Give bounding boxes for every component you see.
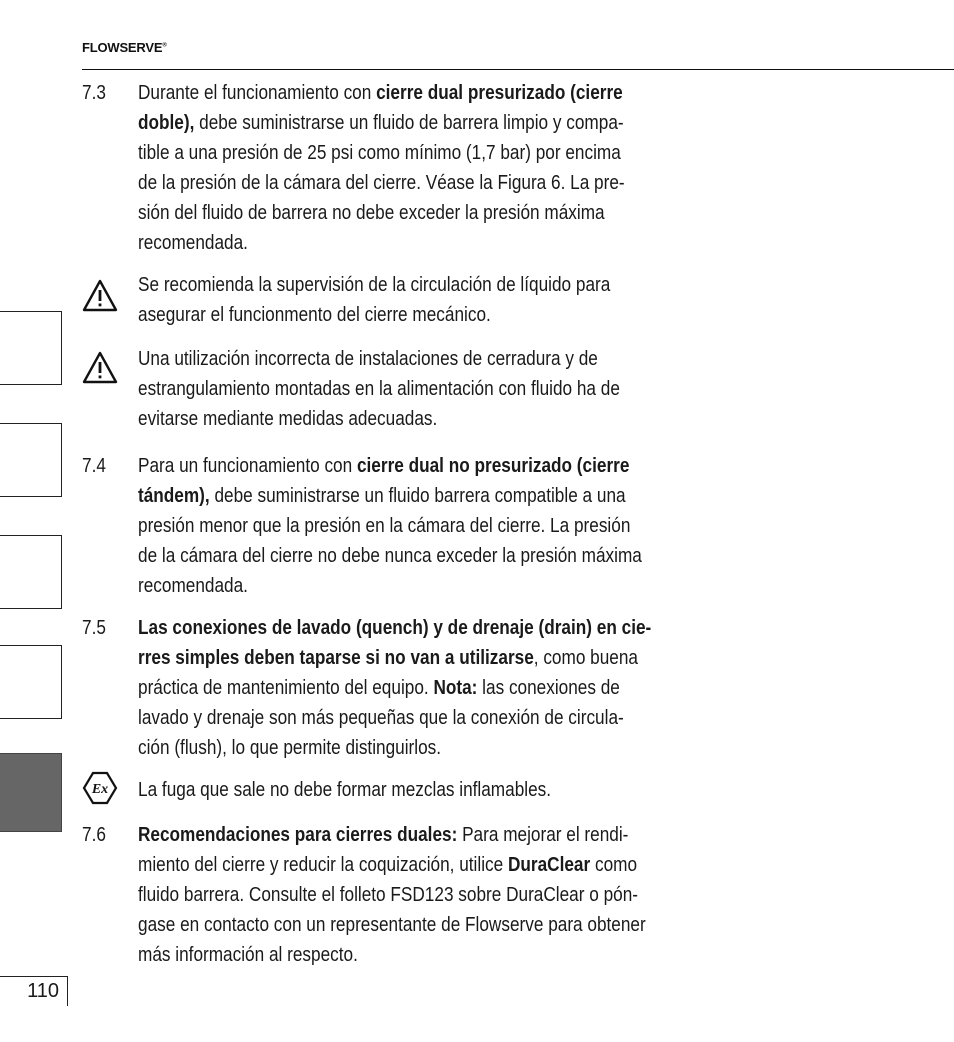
line: evitarse mediante medidas adecuadas. — [138, 408, 438, 430]
line: de la cámara del cierre no debe nunca exceder la presión máxima — [138, 545, 642, 567]
line: Se recomienda la supervisión de la circulación de líquido para — [138, 274, 611, 296]
line: tándem), debe suministrarse un fluido barrera compatible a una — [138, 485, 626, 507]
line: práctica de mantenimiento del equipo. Nota: las conexiones de — [138, 677, 620, 699]
section-7-5-text — [138, 613, 731, 763]
section-tab-4[interactable] — [0, 645, 62, 719]
line: recomendada. — [138, 232, 248, 254]
line: gase en contacto con un representante de Flowserve para obtener — [138, 914, 646, 936]
line: más información al respecto. — [138, 944, 358, 966]
line: rres simples deben taparse si no van a utilizarse, como buena — [138, 647, 639, 669]
logo-registered-mark: ® — [162, 42, 167, 49]
line: Una utilización incorrecta de instalaciones de cerradura y de — [138, 348, 598, 370]
explosion-protection-ex-icon — [82, 770, 118, 806]
section-tab-5-active[interactable] — [0, 753, 62, 832]
line: doble), debe suministrarse un fluido de barrera limpio y compa- — [138, 112, 624, 134]
line: tible a una presión de 25 psi como mínimo (1,7 bar) por encima — [138, 142, 621, 164]
section-7-4-text — [138, 451, 731, 601]
header-rule — [82, 69, 954, 70]
section-tab-2[interactable] — [0, 423, 62, 497]
logo-text: FLOWSERVE — [82, 40, 163, 55]
line: Durante el funcionamiento con cierre dual presurizado (cierre — [138, 82, 623, 104]
line: de la presión de la cámara del cierre. Véase la Figura 6. La pre- — [138, 172, 625, 194]
line: ción (flush), lo que permite distinguirlos. — [138, 737, 442, 759]
section-number-7-6: 7.6 — [82, 824, 106, 846]
section-number-7-4: 7.4 — [82, 455, 106, 477]
warning-2-text — [138, 344, 731, 434]
line: Recomendaciones para cierres duales: Para mejorar el rendi- — [138, 824, 629, 846]
warning-1-text — [138, 270, 731, 330]
line: Para un funcionamiento con cierre dual no presurizado (cierre — [138, 455, 630, 477]
line: presión menor que la presión en la cámara del cierre. La presión — [138, 515, 631, 537]
warning-triangle-icon — [82, 350, 118, 386]
page-number: 110 — [0, 976, 68, 1006]
line: estrangulamiento montadas en la alimentación con fluido ha de — [138, 378, 620, 400]
line: recomendada. — [138, 575, 248, 597]
warning-triangle-icon — [82, 278, 118, 314]
section-tab-3[interactable] — [0, 535, 62, 609]
line: Las conexiones de lavado (quench) y de drenaje (drain) en cie- — [138, 617, 652, 639]
section-number-7-3: 7.3 — [82, 82, 106, 104]
line: La fuga que sale no debe formar mezclas inflamables. — [138, 779, 552, 801]
line: lavado y drenaje son más pequeñas que la conexión de circula- — [138, 707, 624, 729]
section-7-6-text — [138, 820, 731, 970]
svg-text:Ex: Ex — [91, 782, 109, 797]
section-tab-1[interactable] — [0, 311, 62, 385]
line: asegurar el funcionmento del cierre mecánico. — [138, 304, 491, 326]
line: sión del fluido de barrera no debe exceder la presión máxima — [138, 202, 605, 224]
ex-warning-text — [138, 775, 731, 805]
flowserve-logo — [82, 40, 167, 55]
line: miento del cierre y reducir la coquización, utilice DuraClear como — [138, 854, 638, 876]
section-7-3-text — [138, 78, 731, 258]
line: fluido barrera. Consulte el folleto FSD123 sobre DuraClear o pón- — [138, 884, 639, 906]
section-number-7-5: 7.5 — [82, 617, 106, 639]
